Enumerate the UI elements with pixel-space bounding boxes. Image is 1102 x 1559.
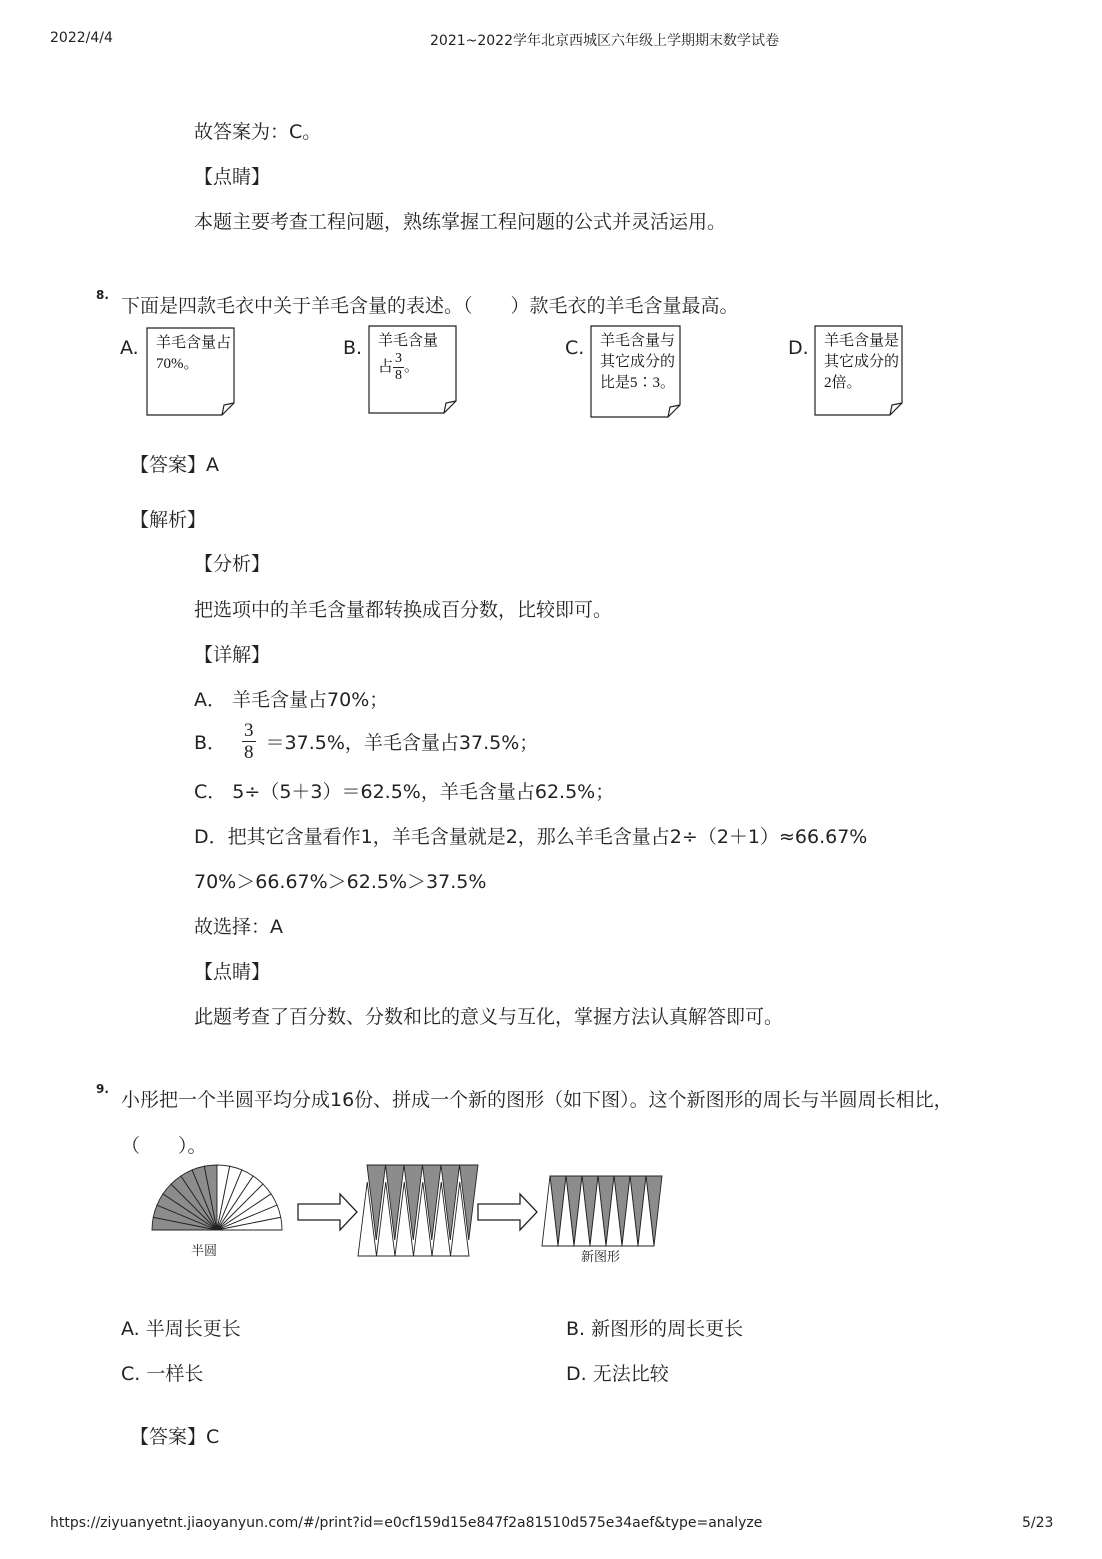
q9-option-c: C. 一样长 bbox=[121, 1363, 204, 1385]
q8-compare: 70%＞66.67%＞62.5%＞37.5% bbox=[194, 871, 487, 893]
q9-option-a: A. 半周长更长 bbox=[121, 1318, 241, 1340]
q8-option-b-pre2: 占 bbox=[378, 358, 394, 375]
q8-option-a-card bbox=[146, 327, 234, 415]
q8-line-a: A． 羊毛含量占70%； bbox=[194, 689, 389, 711]
q8-option-d-text: 羊毛含量是其它成分的2倍。 bbox=[824, 333, 900, 391]
q8-comment-tag: 【点睛】 bbox=[194, 961, 271, 983]
right-arrow-icon bbox=[478, 1194, 537, 1230]
q8-option-b-letter: B. bbox=[343, 337, 363, 359]
q8-comment-text: 此题考查了百分数、分数和比的意义与互化，掌握方法认真解答即可。 bbox=[194, 1006, 784, 1028]
q8-analysis-tag: 【解析】 bbox=[130, 509, 207, 531]
q8-option-c-card bbox=[590, 325, 678, 419]
q8-line-c: C． 5÷（5＋3）＝62.5%，羊毛含量占62.5%； bbox=[194, 781, 615, 803]
fraction-denominator: 8 bbox=[395, 368, 403, 383]
q8-xiangjie-tag: 【详解】 bbox=[194, 644, 271, 666]
header-date: 2022/4/4 bbox=[50, 30, 113, 46]
q8-line-d: D．把其它含量看作1，羊毛含量就是2，那么羊毛含量占2÷（2＋1）≈66.67% bbox=[194, 826, 868, 848]
footer-page: 5/23 bbox=[1022, 1515, 1054, 1531]
q9-answer: 【答案】C bbox=[130, 1426, 220, 1448]
q8-option-a-letter: A. bbox=[120, 337, 139, 359]
q8-choose: 故选择：A bbox=[194, 916, 283, 938]
q8-option-c-text: 羊毛含量与其它成分的比是5∶3。 bbox=[600, 333, 676, 391]
question-9-stem-line2: （ ）。 bbox=[121, 1135, 207, 1157]
q8-line-b-fraction bbox=[242, 721, 256, 762]
q8-option-b-pre: 羊毛含量 bbox=[378, 333, 439, 349]
semicircle-shape bbox=[152, 1165, 282, 1230]
q8-option-c-letter: C. bbox=[565, 337, 585, 359]
label-new-shape: 新图形 bbox=[581, 1250, 621, 1265]
q8-fenxi-text: 把选项中的羊毛含量都转换成百分数，比较即可。 bbox=[194, 599, 613, 621]
fraction-denominator: 8 bbox=[244, 741, 254, 763]
prev-comment-tag: 【点睛】 bbox=[194, 166, 271, 188]
header-title: 2021~2022学年北京西城区六年级上学期期末数学试卷 bbox=[430, 33, 779, 49]
q8-option-b-post: 。 bbox=[404, 358, 420, 375]
question-9-stem-line1: 小彤把一个半圆平均分成16份、拼成一个新的图形（如下图）。这个新图形的周长与半圆周长相比， bbox=[121, 1089, 953, 1111]
q8-option-a-text: 羊毛含量占70%。 bbox=[156, 335, 232, 372]
q8-line-b-label: B． bbox=[194, 731, 227, 754]
first-rearranged-strip bbox=[358, 1165, 478, 1256]
q8-option-b-fraction bbox=[393, 352, 404, 383]
label-semicircle: 半圆 bbox=[191, 1244, 218, 1259]
q8-option-b-card bbox=[368, 325, 456, 413]
question-8-number: 8. bbox=[96, 288, 109, 302]
q9-option-b: B. 新图形的周长更长 bbox=[566, 1318, 744, 1340]
new-shape-strip bbox=[542, 1176, 662, 1246]
q8-answer: 【答案】A bbox=[130, 454, 219, 476]
q8-line-b-rest: ＝37.5%，羊毛含量占37.5%； bbox=[265, 731, 539, 754]
footer-url: https://ziyuanyetnt.jiaoyanyun.com/#/print?id=e0cf159d15e847f2a81510d575e34aef&type=analyze bbox=[50, 1515, 763, 1531]
q8-option-d-letter: D. bbox=[788, 337, 809, 359]
prev-comment-text: 本题主要考查工程问题，熟练掌握工程问题的公式并灵活运用。 bbox=[194, 211, 727, 233]
q8-option-b-text bbox=[378, 331, 454, 383]
fraction-numerator: 3 bbox=[395, 351, 403, 366]
prev-answer-line: 故答案为：C。 bbox=[194, 121, 322, 143]
q8-line-b bbox=[194, 716, 538, 766]
fraction-numerator: 3 bbox=[244, 719, 254, 741]
q8-option-d-card bbox=[814, 325, 902, 413]
right-arrow-icon bbox=[298, 1194, 357, 1230]
q8-fenxi-tag: 【分析】 bbox=[194, 553, 271, 575]
q9-option-d: D. 无法比较 bbox=[566, 1363, 669, 1385]
question-8-stem: 下面是四款毛衣中关于羊毛含量的表述。（ ）款毛衣的羊毛含量最高。 bbox=[121, 295, 739, 317]
question-9-number: 9. bbox=[96, 1082, 109, 1096]
